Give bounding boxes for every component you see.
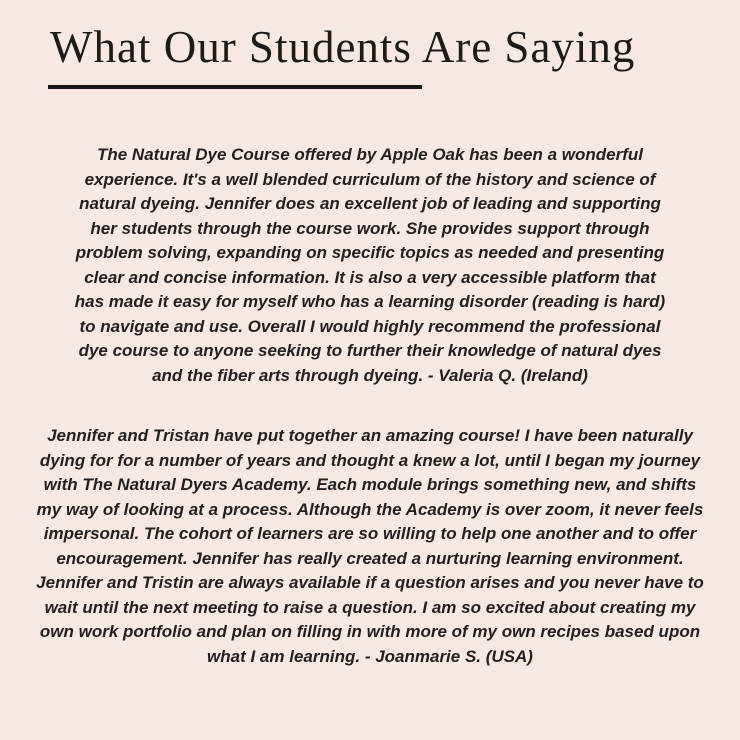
testimonial-valeria xyxy=(70,143,670,388)
title-underline xyxy=(48,85,422,89)
testimonial-attribution: - Joanmarie S. (USA) xyxy=(364,646,533,666)
testimonial-quote: Jennifer and Tristan have put together an amazing course! I have been naturally dying for for a number of years and thought a knew a lot, until I began my journey with The Natural Dyers Academy. Each module brings something new, and shifts my way of looking at a process. Although the Academy is over zoom, it never feels impersonal. The cohort of learners are so willing to help one another and to offer encouragement. Jennifer has really created a nurturing learning environment. Jennifer and Tristin are always available if a question arises and you never have to wait until the next meeting to raise a question. I am so excited about creating my own work portfolio and plan on filling in with more of my own recipes based upon what I am learning. xyxy=(36,426,704,666)
testimonial-attribution: - Valeria Q. (Ireland) xyxy=(427,365,588,385)
testimonial-quote: The Natural Dye Course offered by Apple Oak has been a wonderful experience. It's a well blended curriculum of the history and science of natural dyeing. Jennifer does an excellent job of leading and supporting her students through the course work. She provides support through problem solving, expanding on specific topics as needed and presenting clear and concise information. It is also a very accessible platform that has made it easy for myself who has a learning disorder (reading is hard) to navigate and use. Overall I would highly recommend the professional dye course to anyone seeking to further their knowledge of natural dyes and the fiber arts through dyeing. xyxy=(74,145,666,385)
page-header xyxy=(0,0,740,70)
testimonials-section xyxy=(0,143,740,669)
page-title: What Our Students Are Saying xyxy=(50,22,636,72)
testimonial-joanmarie xyxy=(36,424,704,669)
